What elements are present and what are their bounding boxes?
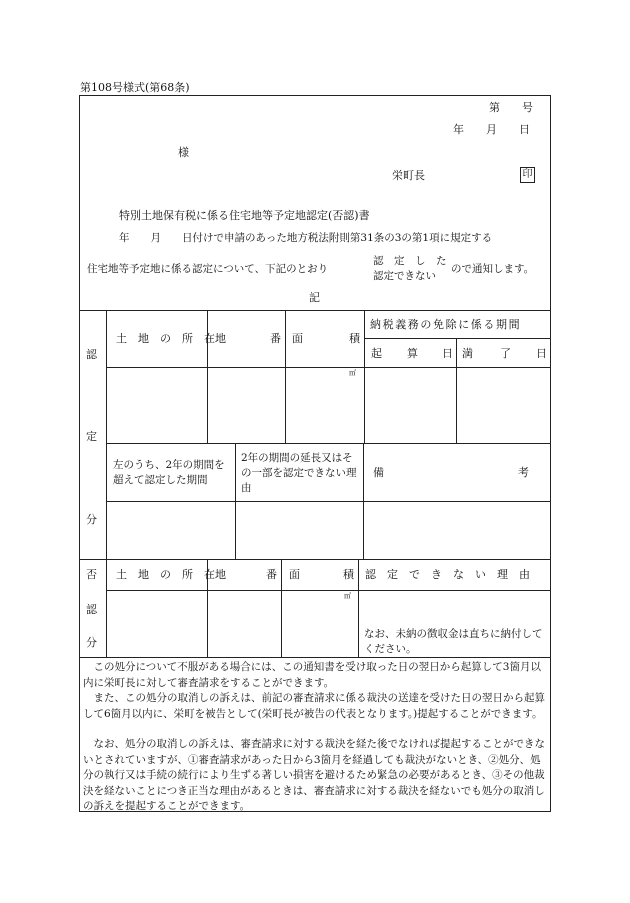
notice-top-border	[79, 657, 551, 658]
den-header-bottom	[106, 590, 551, 591]
form-number: 第108号様式(第68条)	[80, 81, 190, 94]
frame-left	[79, 95, 80, 812]
den-col-chiban-2: 番	[266, 568, 277, 581]
rec-col-line-2	[285, 310, 286, 443]
den-note: なお、未納の徴収金は直ちに納付してください。	[364, 628, 543, 655]
rec-col-location: 土 地 の 所 在	[116, 332, 215, 345]
rec-header-bottom	[106, 367, 551, 368]
den-col-chiban-1: 地	[215, 568, 226, 581]
notice-para2: また、この処分の取消しの訴えは、前記の審査請求に係る裁決の送達を受けた日の翌日から起算して6箇月以内に、栄町を被告として(栄町長が被告の代表となります。)提起することができます。	[83, 692, 545, 720]
rec-col-area-2: 積	[349, 332, 360, 345]
den-col-line-3	[358, 559, 359, 657]
den-col-line-2	[281, 559, 282, 657]
addressee-suffix: 様	[178, 146, 189, 159]
rec-col-start-1: 起	[371, 347, 382, 360]
denied-side-3: 分	[86, 636, 97, 649]
document-title: 特別土地保有税に係る住宅地等予定地認定(否認)書	[119, 209, 370, 222]
rec-col-exemption: 納税義務の免除に係る期間	[370, 318, 522, 331]
rec-col-end-2: 了	[500, 347, 511, 360]
choice-not-recognize: 認定できない	[373, 270, 436, 282]
rec-col-start-2: 算	[407, 347, 418, 360]
rec-col-line-1	[207, 310, 208, 443]
rec-col-chiban-1: 地	[215, 332, 226, 345]
date-line: 年 月 日	[453, 123, 530, 136]
recognized-side-3: 分	[86, 513, 97, 526]
seal-mark: 印	[520, 167, 535, 183]
choice-recognize: 認 定 し た	[373, 255, 447, 267]
denied-side-divider	[106, 559, 107, 657]
notice-para3: なお、処分の取消しの訴えは、審査請求に対する裁決を経た後でなければ提起することができないとされていますが、①審査請求があった日から3箇月を経過しても裁決がないとき、②処分、処分の執行又は手続の続行により生ずる著しい損害を避けるため緊急の必要があるとき、③その他裁決を経ないことにつき正当な理由があるときは、審査請求に対する裁決を経ないでも処分の取消しの訴えを提起することができます。	[83, 738, 545, 812]
rec-col-line-4	[456, 338, 457, 443]
rec-col-line-3	[364, 310, 365, 443]
recognized-top-border	[79, 310, 551, 311]
rec-sub-col3-1: 備	[373, 466, 384, 479]
rec-sub-col1: 左のうち、2年の期間を超えて認定した期間	[113, 459, 225, 486]
notice-para1: この処分について不服がある場合には、この通知書を受け取った日の翌日から起算して3箇月以内に栄町長に対して審査請求をすることができます。	[83, 661, 541, 689]
intro-line2a: 住宅地等予定地に係る認定について、下記のとおり	[87, 263, 329, 275]
rec-col-area-1: 面	[292, 332, 303, 345]
den-col-location: 土 地 の 所 在	[116, 568, 215, 581]
rec-unit-sqm: ㎡	[349, 369, 356, 377]
rec-col-end-3: 日	[536, 347, 547, 360]
rec-col-end-1: 満	[462, 347, 473, 360]
rec-sub-header-bottom	[106, 501, 551, 502]
issuer: 栄町長	[392, 169, 425, 182]
number-line: 第 号	[489, 101, 533, 114]
rec-col-start-3: 日	[442, 347, 453, 360]
rec-sub-col2: 2年の期間の延長又はその一部を認定できない理由	[241, 452, 357, 494]
recognized-side-2: 定	[86, 430, 97, 443]
intro-line1: 年 月 日付けで申請のあった地方税法附則第31条の3の第1項に規定する	[119, 232, 493, 244]
rec-sub-col3-2: 考	[518, 466, 529, 479]
den-col-reason: 認 定 で き な い 理 由	[365, 568, 530, 581]
recognized-side-divider	[106, 310, 107, 559]
rec-upper-bottom	[106, 443, 551, 444]
denied-side-1: 否	[86, 568, 97, 581]
rec-col-chiban-2: 番	[270, 332, 281, 345]
denied-top-border	[79, 559, 551, 560]
den-col-area-1: 面	[289, 568, 300, 581]
frame-right	[550, 95, 551, 812]
denied-side-2: 認	[86, 603, 97, 616]
rec-exemption-split	[364, 338, 551, 339]
recognized-side-1: 認	[86, 348, 97, 361]
intro-line2b: ので通知します。	[451, 263, 535, 275]
frame-top	[79, 95, 551, 96]
den-col-area-2: 積	[343, 568, 354, 581]
ki-label: 記	[309, 291, 320, 304]
den-unit-sqm: ㎡	[344, 592, 351, 600]
